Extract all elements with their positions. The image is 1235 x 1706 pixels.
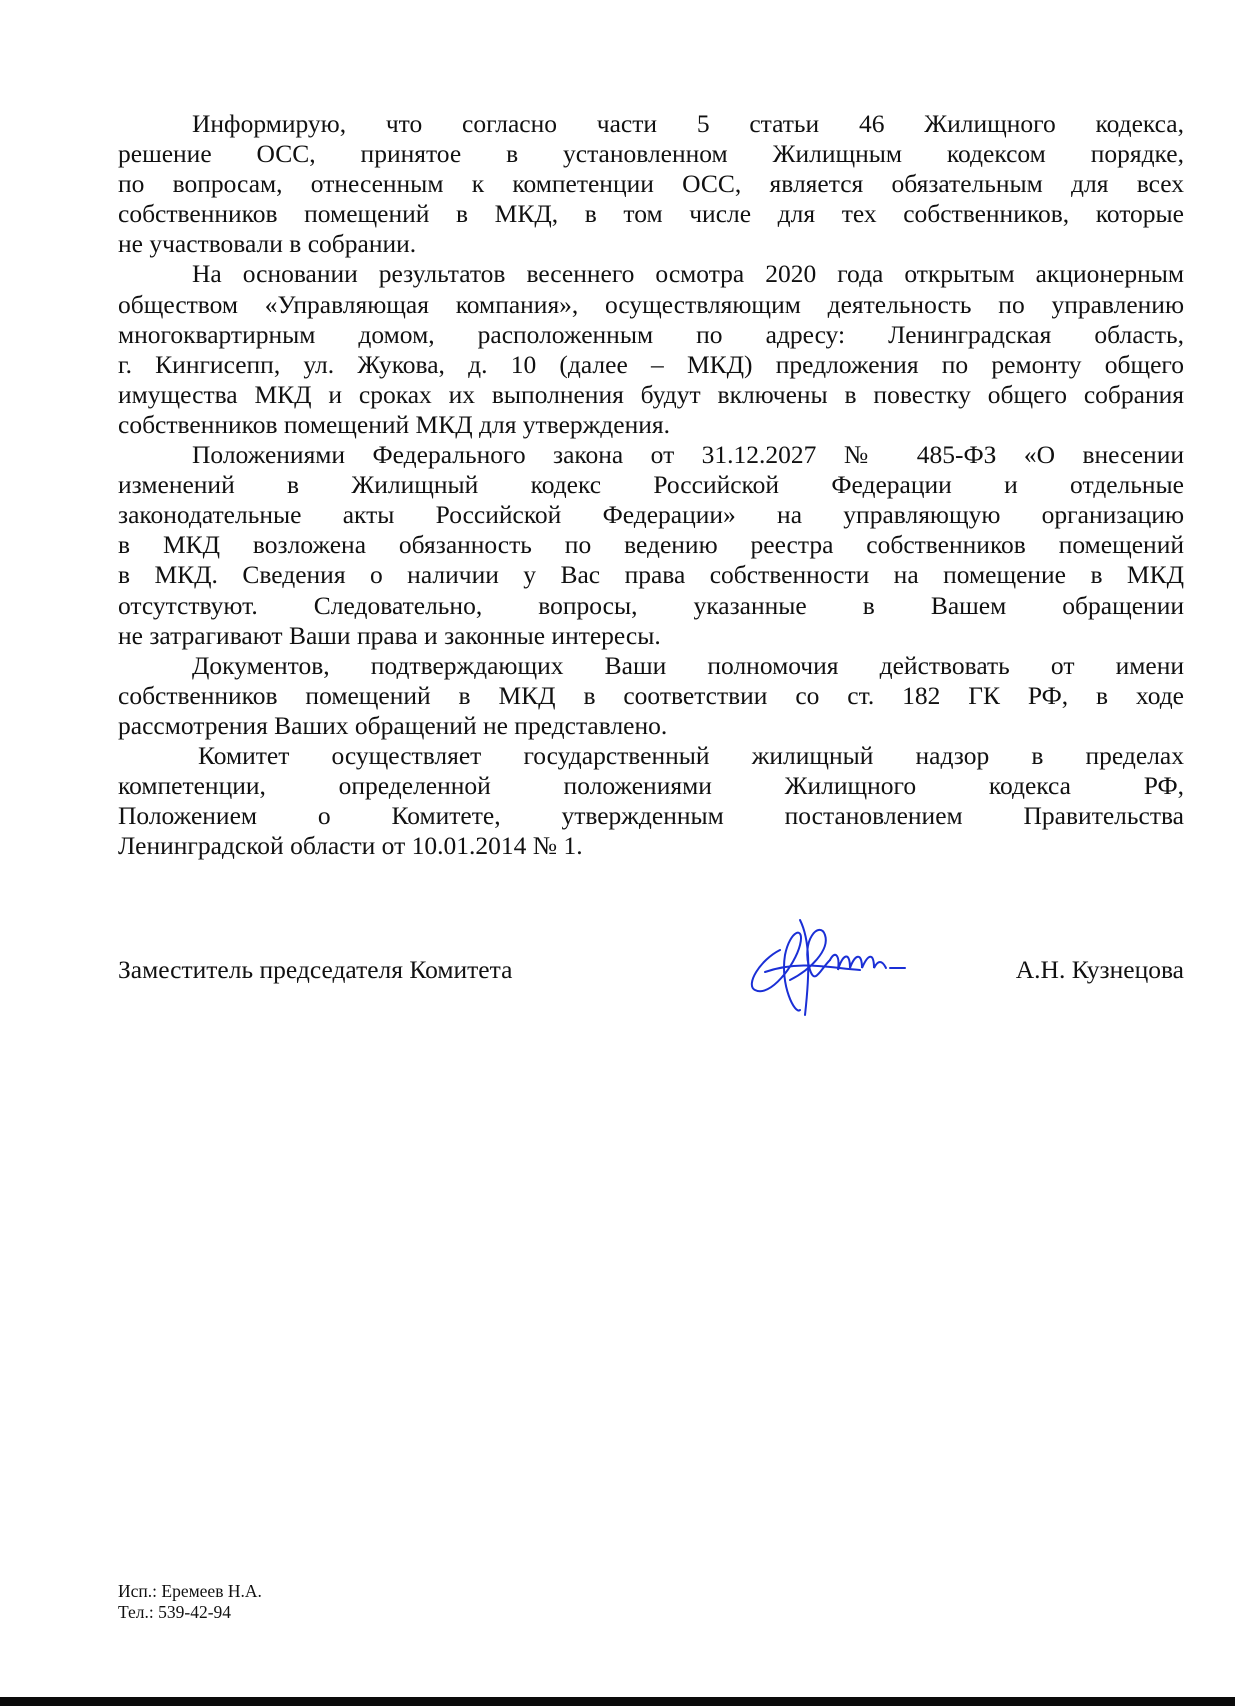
text-line: имущества МКД и сроках их выполнения будут включены в повестку общего собрания [118,379,1184,409]
signatory-name: А.Н. Кузнецова [1015,955,1184,984]
text-line: изменений в Жилищный кодекс Российской Федерации и отдельные [118,470,1184,500]
text-line: Информирую, что согласно части 5 статьи 46 Жилищного кодекса, [192,109,1184,138]
handwritten-signature [740,910,930,1020]
text-line: по вопросам, отнесенным к компетенции ОСС, является обязательным для всех [118,169,1184,199]
text-line: г. Кингисепп, ул. Жукова, д. 10 (далее – МКД) предложения по ремонту общего [118,349,1184,379]
text-line: обществом «Управляющая компания», осуществляющим деятельность по управлению [118,289,1184,319]
text-line: Документов, подтверждающих Ваши полномочия действовать от имени [192,650,1184,680]
text-line: Ленинградской области от 10.01.2014 № 1. [118,831,583,861]
scan-edge-bar [0,1697,1235,1706]
text-line: Положениями Федерального закона от 31.12.2027 № 485-ФЗ «О внесении [192,440,1184,470]
text-line: компетенции, определенной положениями Жилищного кодекса РФ, [118,771,1184,801]
paragraph [118,259,1184,440]
text-line: На основании результатов весеннего осмотра 2020 года открытым акционерным [192,259,1184,289]
text-line: не участвовали в собрании. [118,229,417,259]
text-line: в МКД возложена обязанность по ведению реестра собственников помещений [118,530,1184,560]
text-line: собственников помещений МКД для утверждения. [118,409,670,439]
text-line: многоквартирным домом, расположенным по адресу: Ленинградская область, [118,319,1184,349]
paragraph [118,109,1184,259]
text-line: Комитет осуществляет государственный жилищный надзор в пределах [198,740,1184,770]
executor-footer [118,1581,262,1623]
text-line: собственников помещений в МКД, в том числе для тех собственников, которые [118,199,1184,229]
executor-phone: Тел.: 539-42-94 [118,1602,232,1622]
text-line: отсутствуют. Следовательно, вопросы, указанные в Вашем обращении [118,590,1184,620]
text-line: не затрагивают Ваши права и законные интересы. [118,620,661,650]
letter-body [118,109,1184,861]
paragraph [118,440,1184,651]
text-line: рассмотрения Ваших обращений не представлено. [118,710,668,740]
paragraph [118,651,1184,741]
executor-name: Исп.: Еремеев Н.А. [118,1581,262,1601]
text-line: Положением о Комитете, утвержденным постановлением Правительства [118,801,1184,831]
signatory-title: Заместитель председателя Комитета [118,955,513,984]
text-line: законодательные акты Российской Федерации» на управляющую организацию [118,500,1184,530]
text-line: собственников помещений в МКД в соответствии со ст. 182 ГК РФ, в ходе [118,680,1184,710]
text-line: в МКД. Сведения о наличии у Вас права собственности на помещение в МКД [118,560,1184,590]
paragraph [118,741,1184,861]
text-line: решение ОСС, принятое в установленном Жилищным кодексом порядке, [118,139,1184,169]
